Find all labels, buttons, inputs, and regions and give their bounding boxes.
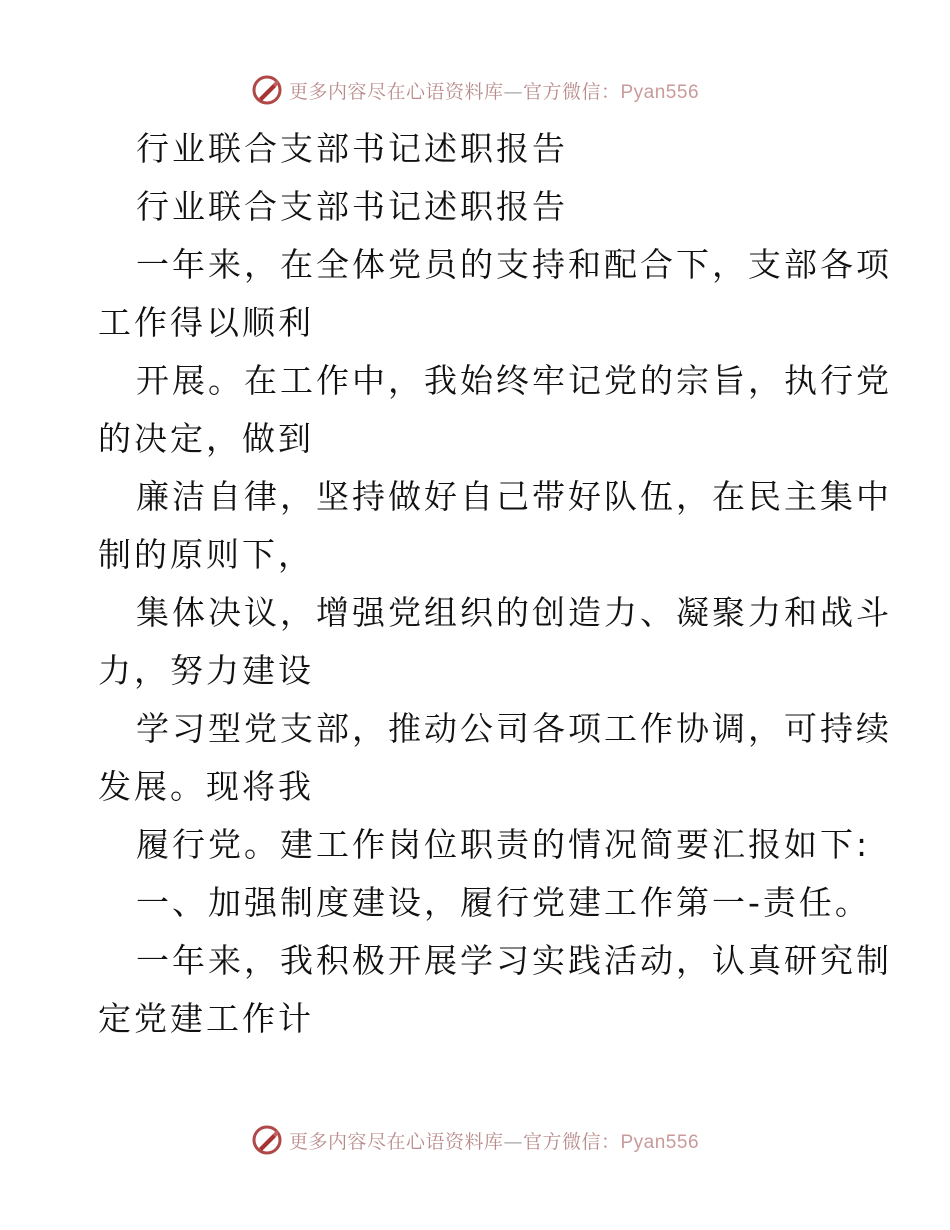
pen-logo-icon — [251, 1124, 283, 1156]
document-line: 廉洁自律，坚持做好自己带好队伍，在民主集中 — [136, 477, 892, 516]
document-line: 的决定，做到 — [98, 419, 314, 458]
watermark-label: 更多内容尽在心语资料库—官方微信：Pyan556 — [288, 1130, 700, 1153]
document-line: 集体决议，增强党组织的创造力、凝聚力和战斗 — [136, 593, 892, 632]
watermark-header — [0, 70, 950, 110]
document-line: 力，努力建设 — [98, 651, 314, 690]
pen-logo-icon — [251, 74, 283, 106]
document-line: 开展。在工作中，我始终牢记党的宗旨，执行党 — [136, 361, 892, 400]
document-line: 定党建工作计 — [98, 999, 314, 1038]
document-line: 工作得以顺利 — [98, 303, 314, 342]
document-line: 发展。现将我 — [98, 767, 314, 806]
document-line: 学习型党支部，推动公司各项工作协调，可持续 — [136, 709, 892, 748]
watermark-footer — [0, 1120, 950, 1160]
document-line: 行业联合支部书记述职报告 — [136, 187, 568, 226]
document-line: 行业联合支部书记述职报告 — [136, 129, 568, 168]
document-line: 履行党。建工作岗位职责的情况简要汇报如下: — [136, 825, 871, 864]
document-body — [98, 120, 892, 1048]
watermark-label: 更多内容尽在心语资料库—官方微信：Pyan556 — [288, 80, 700, 103]
document-line: 一、加强制度建设，履行党建工作第一-责任。 — [136, 883, 871, 922]
document-line: 一年来，我积极开展学习实践活动，认真研究制 — [136, 941, 892, 980]
document-line: 制的原则下， — [98, 535, 314, 574]
document-line: 一年来，在全体党员的支持和配合下，支部各项 — [136, 245, 892, 284]
